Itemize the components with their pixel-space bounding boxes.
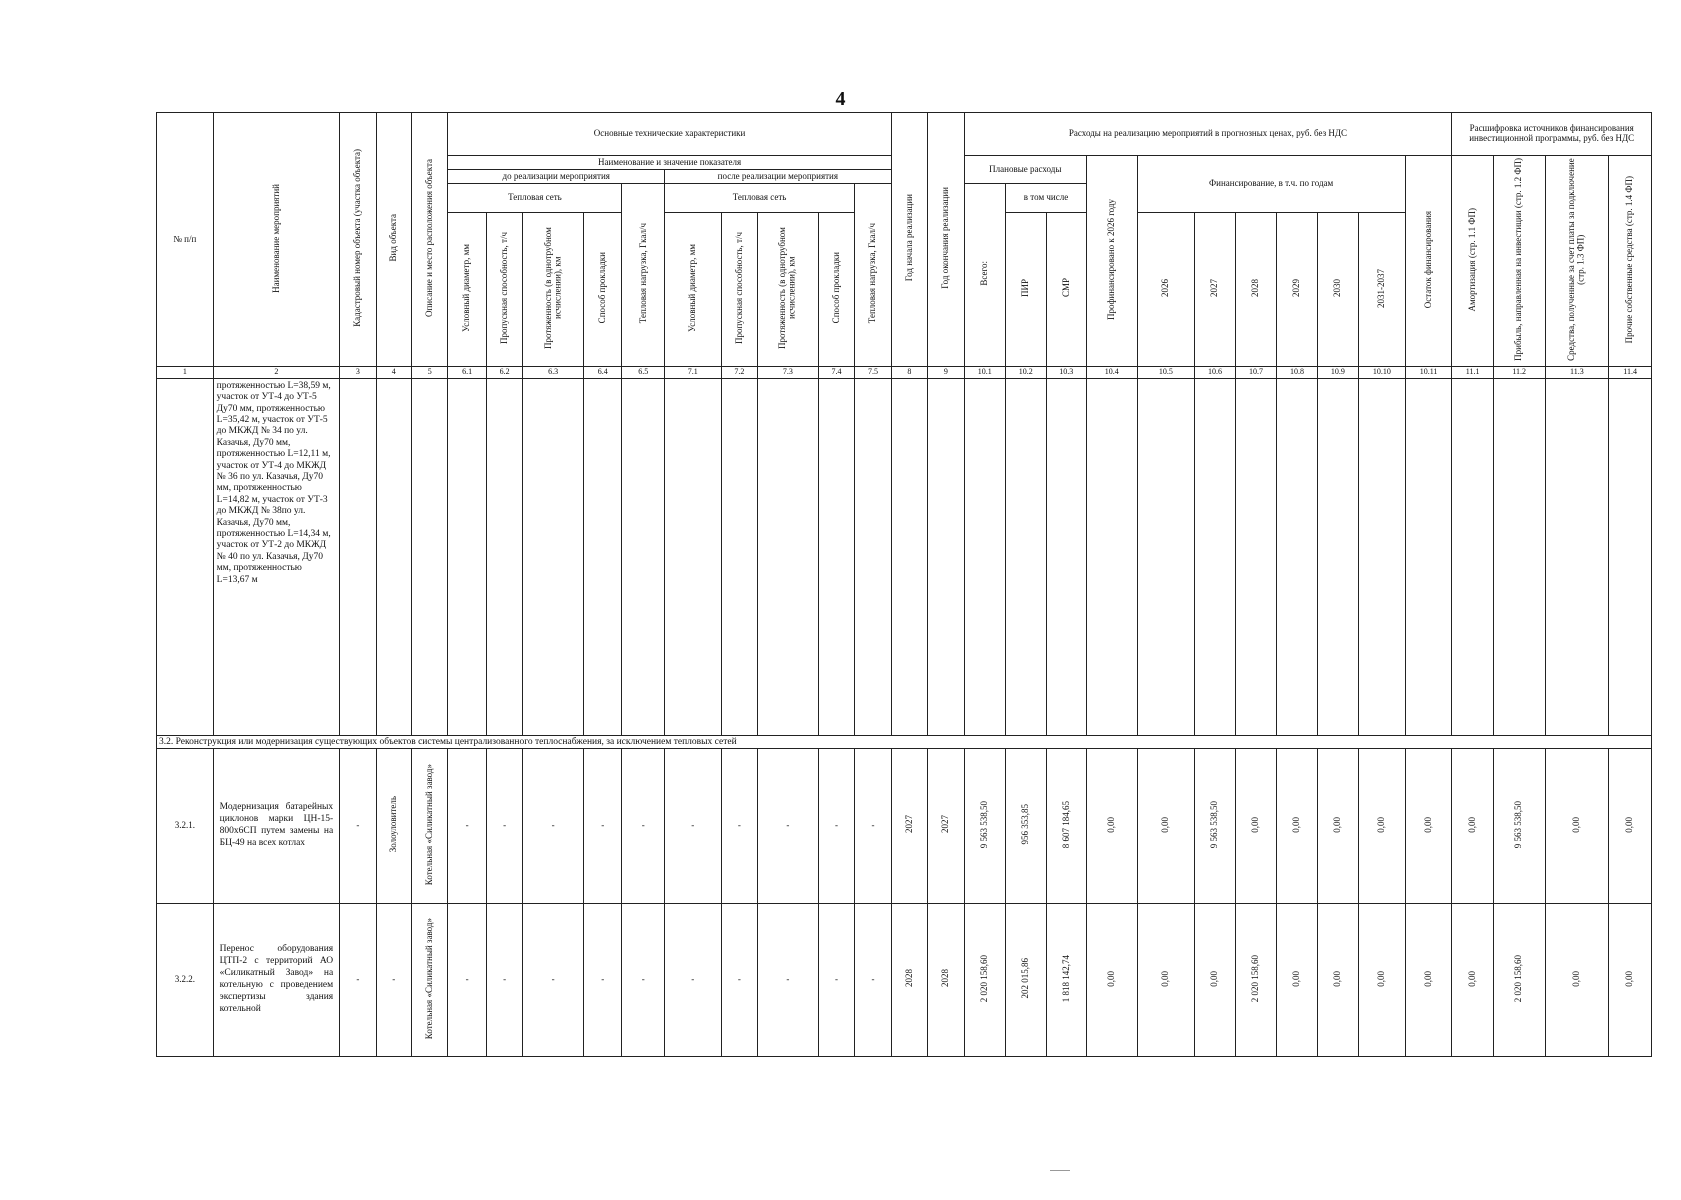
row-heat-load-after: -: [855, 748, 892, 903]
header-planned: Плановые расходы: [964, 156, 1086, 184]
row-capacity-after: -: [721, 903, 757, 1056]
row-remaining: 0,00: [1405, 748, 1452, 903]
header-year-2031-2037: 2031-2037: [1359, 213, 1406, 367]
col-number: 1: [157, 366, 214, 378]
row-2029: 0,00: [1277, 903, 1317, 1056]
row-capacity-before: -: [486, 748, 522, 903]
row-capacity-before: -: [486, 903, 522, 1056]
col-number: 4: [376, 366, 411, 378]
col-number: 7.2: [721, 366, 757, 378]
col-number: 10.7: [1235, 366, 1276, 378]
header-other-own: Прочие собственные средства (стр. 1.4 ФП): [1609, 156, 1652, 367]
col-number: 3: [340, 366, 376, 378]
col-number: 11.4: [1609, 366, 1652, 378]
header-start-year: Год начала реализации: [891, 113, 927, 367]
header-length-before: Протяженность (в однотрубном исчислении), км: [523, 213, 584, 367]
row-diameter-after: -: [664, 748, 721, 903]
row-laying-before: -: [584, 748, 622, 903]
row-connection-fee: 0,00: [1545, 903, 1609, 1056]
col-number: 10.8: [1277, 366, 1317, 378]
header-capacity-before: Пропускная способность, т/ч: [486, 213, 522, 367]
header-pir: ПИР: [1006, 213, 1046, 367]
col-number: 10.6: [1195, 366, 1235, 378]
row-total: 2 020 158,60: [964, 903, 1005, 1056]
row-pir: 956 353,85: [1006, 748, 1046, 903]
col-number: 7.4: [818, 366, 854, 378]
row-name: Перенос оборудования ЦТП-2 с территорий АО «Силикатный Завод» на котельную с проведением экспертизы здания котельной: [213, 903, 340, 1056]
row-profit: 9 563 538,50: [1493, 748, 1545, 903]
header-laying-after: Способ прокладки: [818, 213, 854, 367]
row-number: 3.2.2.: [157, 903, 214, 1056]
row-other-own: 0,00: [1609, 903, 1652, 1056]
header-heat-network-after: Тепловая сеть: [664, 184, 854, 213]
header-after: после реализации мероприятия: [664, 170, 891, 184]
row-2028: 0,00: [1235, 748, 1276, 903]
header-year-2029: 2029: [1277, 213, 1317, 367]
col-number: 7.1: [664, 366, 721, 378]
row-remaining: 0,00: [1405, 903, 1452, 1056]
scan-mark: [1050, 1170, 1070, 1171]
row-diameter-before: -: [448, 748, 486, 903]
row-smr: 1 818 142,74: [1046, 903, 1086, 1056]
col-number: 8: [891, 366, 927, 378]
header-end-year: Год окончания реализации: [928, 113, 964, 367]
header-year-2026: 2026: [1137, 213, 1195, 367]
col-number: 10.3: [1046, 366, 1086, 378]
row-2029: 0,00: [1277, 748, 1317, 903]
col-number: 7.5: [855, 366, 892, 378]
row-length-after: -: [758, 748, 819, 903]
row-2027: 9 563 538,50: [1195, 748, 1235, 903]
row-laying-before: -: [584, 903, 622, 1056]
header-total: Всего:: [964, 184, 1005, 367]
col-number: 10.11: [1405, 366, 1452, 378]
row-capacity-after: -: [721, 748, 757, 903]
row-start-year: 2028: [891, 903, 927, 1056]
row-cadastral: -: [340, 903, 376, 1056]
page-number: 4: [835, 88, 846, 110]
col-number: 11.2: [1493, 366, 1545, 378]
header-heat-network-before: Тепловая сеть: [448, 184, 622, 213]
col-number: 6.3: [523, 366, 584, 378]
row-end-year: 2028: [928, 903, 964, 1056]
header-num: № п/п: [157, 113, 214, 367]
col-number: 10.5: [1137, 366, 1195, 378]
col-number: 2: [213, 366, 340, 378]
row-heat-load-before: -: [622, 748, 665, 903]
row-total: 9 563 538,50: [964, 748, 1005, 903]
table-row-continuation: [157, 378, 1652, 735]
col-number: 6.2: [486, 366, 522, 378]
col-number: 11.3: [1545, 366, 1609, 378]
header-type: Вид объекта: [376, 113, 411, 367]
col-number: 11.1: [1452, 366, 1493, 378]
row-location: Котельная «Силикатный завод»: [412, 748, 448, 903]
row-heat-load-before: -: [622, 903, 665, 1056]
row-diameter-after: -: [664, 903, 721, 1056]
col-number: 10.9: [1317, 366, 1358, 378]
header-sources-group: Расшифровка источников финансирования инвестиционной программы, руб. без НДС: [1452, 113, 1652, 156]
header-year-2030: 2030: [1317, 213, 1358, 367]
header-expenses-group: Расходы на реализацию мероприятий в прогнозных ценах, руб. без НДС: [964, 113, 1452, 156]
header-year-2027: 2027: [1195, 213, 1235, 367]
row-diameter-before: -: [448, 903, 486, 1056]
col-number: 10.10: [1359, 366, 1406, 378]
col-number: 10.4: [1086, 366, 1137, 378]
row-smr: 8 607 184,65: [1046, 748, 1086, 903]
header-smr: СМР: [1046, 213, 1086, 367]
header-connection-fee: Средства, полученные за счет платы за подключение (стр. 1.3 ФП): [1545, 156, 1609, 367]
row-2026: 0,00: [1137, 748, 1195, 903]
row-cadastral: -: [340, 748, 376, 903]
col-number: 10.1: [964, 366, 1005, 378]
header-laying-before: Способ прокладки: [584, 213, 622, 367]
row-2026: 0,00: [1137, 903, 1195, 1056]
header-year-2028: 2028: [1235, 213, 1276, 367]
row-2027: 0,00: [1195, 903, 1235, 1056]
row-2031-2037: 0,00: [1359, 748, 1406, 903]
row-profit: 2 020 158,60: [1493, 903, 1545, 1056]
investment-program-table: [156, 112, 1652, 1057]
row-2031-2037: 0,00: [1359, 903, 1406, 1056]
col-number: 9: [928, 366, 964, 378]
header-location: Описание и место расположения объекта: [412, 113, 448, 367]
header-capacity-after: Пропускная способность, т/ч: [721, 213, 757, 367]
row-prefinanced: 0,00: [1086, 748, 1137, 903]
row-type: Золоуловитель: [376, 748, 411, 903]
column-numbers-row: [157, 366, 1652, 378]
header-cadastral: Кадастровый номер объекта (участка объекта): [340, 113, 376, 367]
row-connection-fee: 0,00: [1545, 748, 1609, 903]
row-number: 3.2.1.: [157, 748, 214, 903]
row-name: Модернизация батарейных циклонов марки ЦН-15-800х6СП путем замены на БЦ-49 на всех котлах: [213, 748, 340, 903]
row-heat-load-after: -: [855, 903, 892, 1056]
header-amortization: Амортизация (стр. 1.1 ФП): [1452, 156, 1493, 367]
header-diameter-before: Условный диаметр, мм: [448, 213, 486, 367]
section-3-2-heading: 3.2. Реконструкция или модернизация существующих объектов системы централизованного теплоснабжения, за исключением тепловых сетей: [157, 735, 1652, 748]
header-before: до реализации мероприятия: [448, 170, 665, 184]
row-other-own: 0,00: [1609, 748, 1652, 903]
row-length-before: -: [523, 903, 584, 1056]
col-number: 10.2: [1006, 366, 1046, 378]
row-pir: 202 015,86: [1006, 903, 1046, 1056]
header-diameter-after: Условный диаметр, мм: [664, 213, 721, 367]
row-2030: 0,00: [1317, 748, 1358, 903]
row-amortization: 0,00: [1452, 748, 1493, 903]
row-start-year: 2027: [891, 748, 927, 903]
header-prefinanced: Профинансировано к 2026 году: [1086, 156, 1137, 367]
header-tech-group: Основные технические характеристики: [448, 113, 891, 156]
header-length-after: Протяженность (в однотрубном исчислении), км: [758, 213, 819, 367]
table-row: [157, 903, 1652, 1056]
row-laying-after: -: [818, 903, 854, 1056]
row-length-before: -: [523, 748, 584, 903]
row-2030: 0,00: [1317, 903, 1358, 1056]
table-row: [157, 748, 1652, 903]
row-location: Котельная «Силикатный завод»: [412, 903, 448, 1056]
investment-table-wrapper: [156, 112, 1652, 1057]
col-number: 6.5: [622, 366, 665, 378]
header-heat-load-before: Тепловая нагрузка, Гкал/ч: [622, 184, 665, 367]
col-number: 7.3: [758, 366, 819, 378]
row-2028: 2 020 158,60: [1235, 903, 1276, 1056]
section-heading-row: [157, 735, 1652, 748]
header-heat-load-after: Тепловая нагрузка, Гкал/ч: [855, 184, 892, 367]
header-name: Наименование мероприятий: [213, 113, 340, 367]
row-length-after: -: [758, 903, 819, 1056]
col-number: 6.4: [584, 366, 622, 378]
header-indicator-group: Наименование и значение показателя: [448, 156, 891, 170]
continuation-text: протяженностью L=38,59 м, участок от УТ-4 до УТ-5 Ду70 мм, протяженностью L=35,42 м, участок от УТ-5 до МКЖД № 34 по ул. Казачья, Ду70 мм, протяженностью L=12,11 м, участок от УТ-4 до МКЖД № 36 по ул. Казачья, Ду70 мм, протяженностью L=14,82 м, участок от УТ-3 до МКЖД № 38по ул. Казачья, Ду70 мм, протяженностью L=14,34 м, участок от УТ-2 до МКЖД № 40 по ул. Казачья, Ду70 мм, протяженностью L=13,67 м: [213, 378, 340, 735]
header-remaining: Остаток финансирования: [1405, 156, 1452, 367]
header-financing-years: Финансирование, в т.ч. по годам: [1137, 156, 1405, 213]
row-prefinanced: 0,00: [1086, 903, 1137, 1056]
row-amortization: 0,00: [1452, 903, 1493, 1056]
row-laying-after: -: [818, 748, 854, 903]
col-number: 6.1: [448, 366, 486, 378]
col-number: 5: [412, 366, 448, 378]
header-including: в том числе: [1006, 184, 1087, 213]
row-type: -: [376, 903, 411, 1056]
row-end-year: 2027: [928, 748, 964, 903]
header-profit: Прибыль, направленная на инвестиции (стр. 1.2 ФП): [1493, 156, 1545, 367]
